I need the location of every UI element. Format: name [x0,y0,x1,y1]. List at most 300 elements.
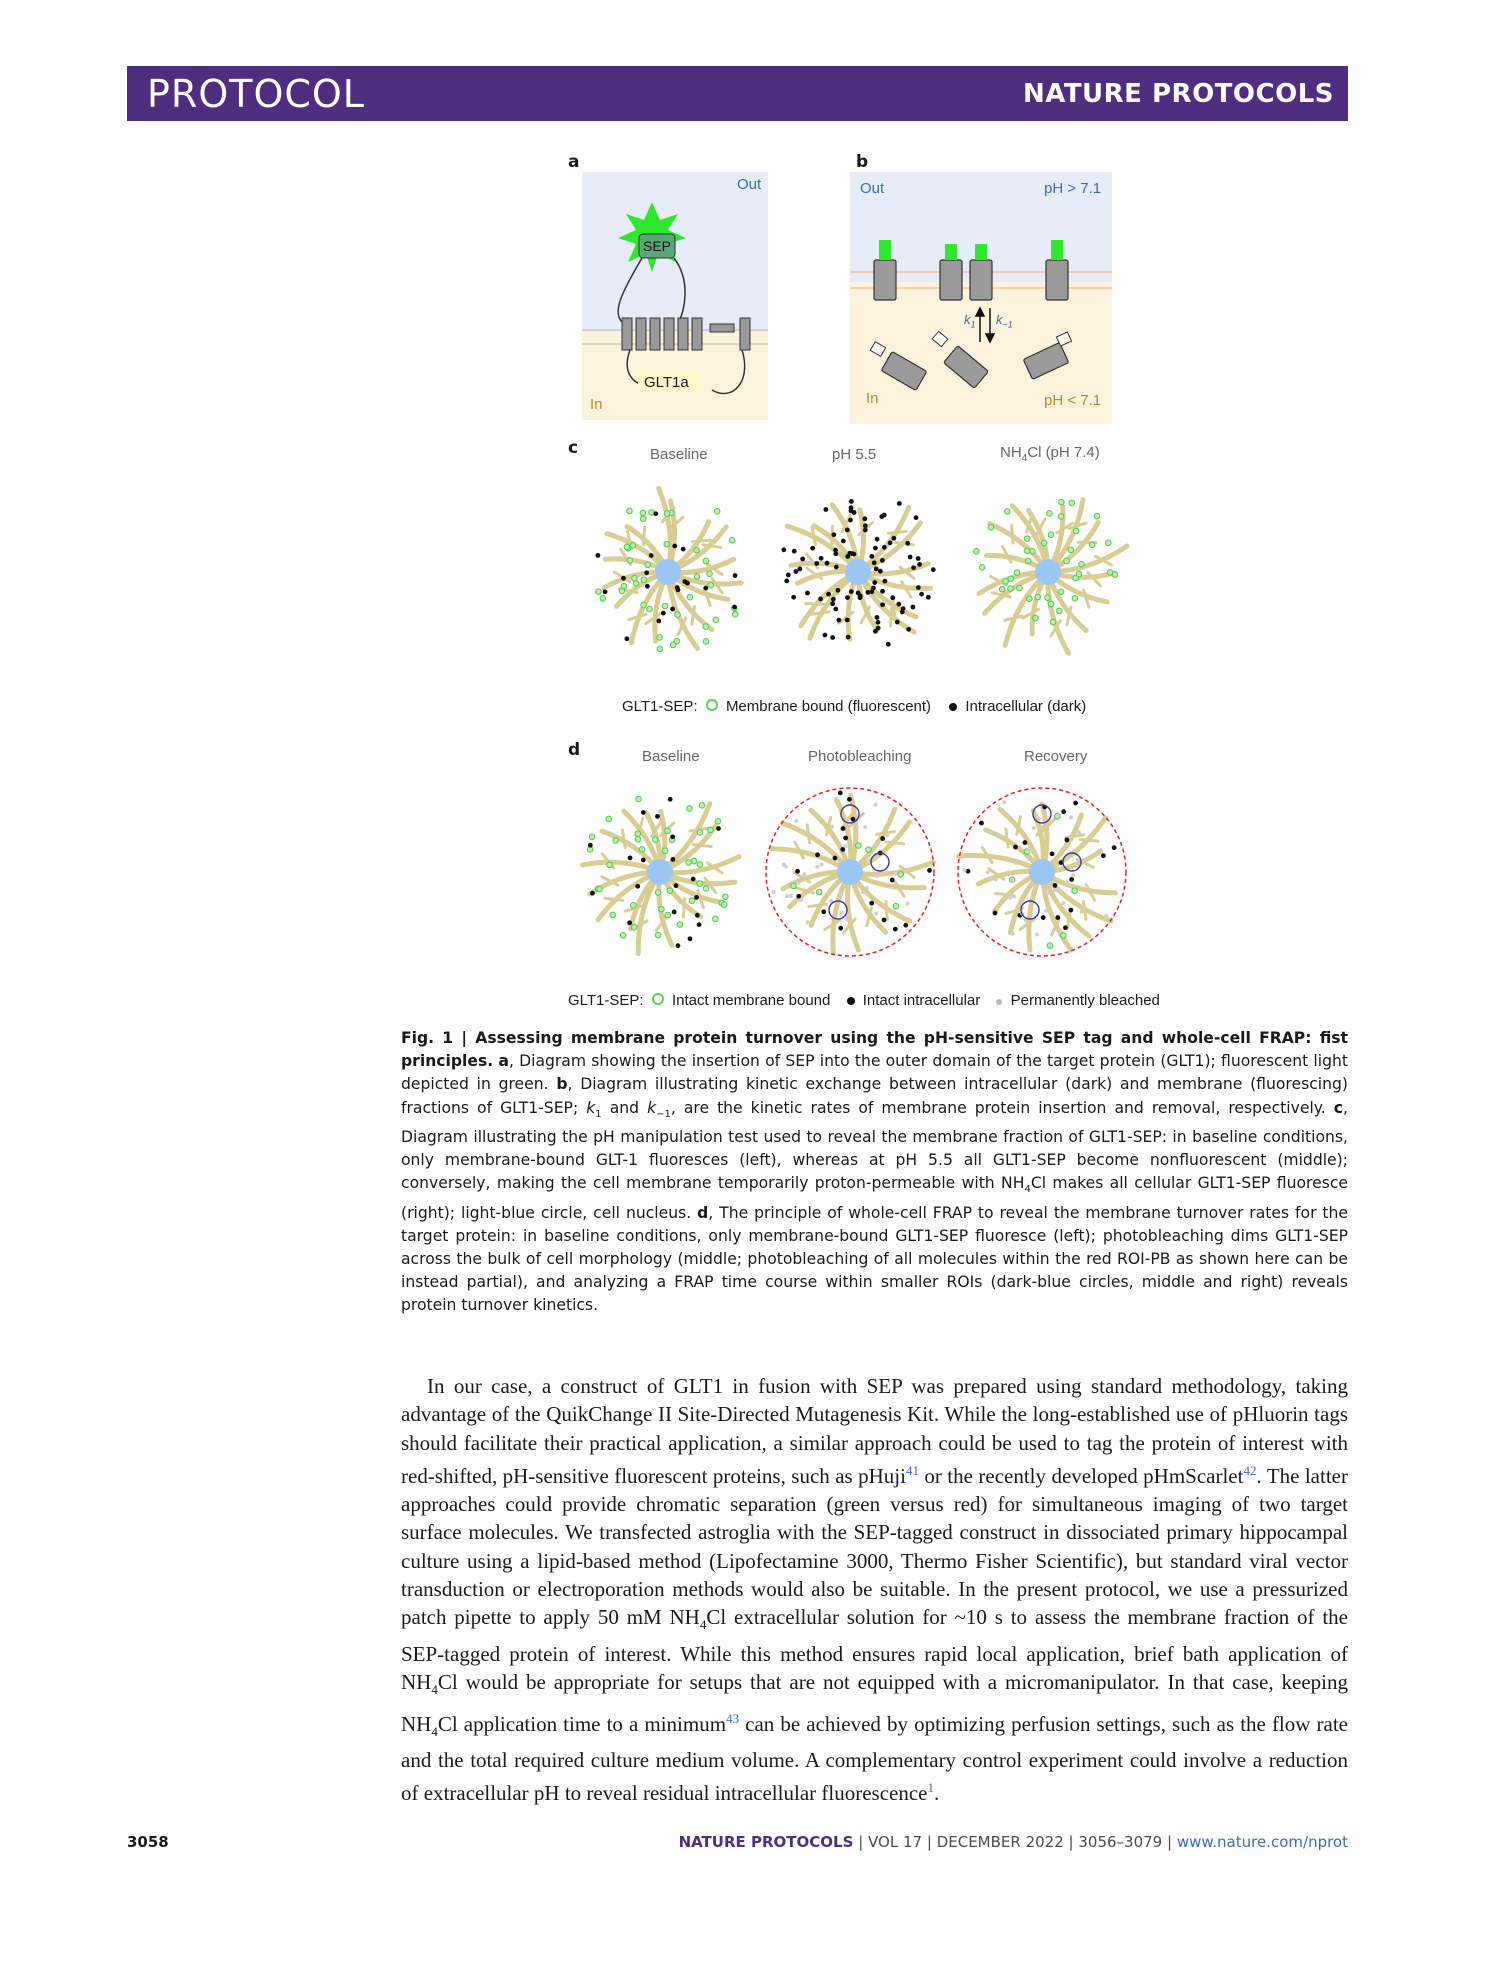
intracellular-dot [874,567,879,572]
bleached-dot [1008,896,1012,900]
membrane-fluorescent-dot [1027,596,1033,602]
ref-41[interactable]: 41 [905,1462,919,1478]
intracellular-dot [993,911,998,916]
bleached-dot [873,803,877,807]
membrane-fluorescent-dot [655,890,661,896]
panel-c-legend: GLT1-SEP: Membrane bound (fluorescent) Intracellular (dark) [622,698,1087,715]
membrane-fluorescent-dot [714,509,720,515]
bleached-dot [874,912,878,916]
intracellular-dot [872,560,877,565]
bleached-dot [1010,879,1014,883]
membrane-fluorescent-dot [1035,594,1041,600]
section-title: PROTOCOL [147,72,365,116]
membrane-fluorescent-dot [597,886,603,892]
membrane-fluorescent-dot [988,524,994,530]
intracellular-dot [833,856,838,861]
bleached-dot [1056,887,1060,891]
membrane-fluorescent-dot [665,912,671,918]
intracellular-dot [1023,840,1028,845]
membrane-fluorescent-dot [632,575,638,581]
bleached-legend-icon [996,999,1002,1005]
intracellular-dot [888,540,893,545]
membrane-fluorescent-dot [999,586,1005,592]
membrane-fluorescent-dot [694,574,700,580]
membrane-fluorescent-dot [1048,532,1054,538]
intracellular-dot [900,610,905,615]
membrane-fluorescent-dot [703,886,709,892]
astrocyte-cell [781,499,935,647]
intracellular-dot [826,592,831,597]
nucleus [1035,559,1061,585]
intracellular-dot [675,585,680,590]
membrane-fluorescent-dot [694,547,700,553]
membrane-fluorescent-dot [662,603,668,609]
intracellular-dot [914,515,919,520]
membrane-fluorescent-dot [721,902,727,908]
intracellular-dot [880,836,885,841]
panel-c-title-baseline: Baseline [650,446,708,463]
ref-1[interactable]: 1 [927,1780,934,1796]
intracellular-dot [876,626,881,631]
membrane-fluorescent-dot [1058,589,1064,595]
membrane-fluorescent-dot [665,828,671,834]
membrane-fluorescent-dot [1061,933,1067,939]
intracellular-dot [1053,883,1058,888]
intracellular-dot [896,602,901,607]
membrane-fluorescent-dot [979,564,985,570]
intracellular-dot [796,894,801,899]
k1-label: $k_1$ [964,312,976,330]
membrane-fluorescent-dot [647,606,653,612]
intracellular-dot [733,573,738,578]
intracellular-dot [905,541,910,546]
membrane-fluorescent-dot [653,837,659,843]
bleached-dot [1077,830,1081,834]
intracellular-dot [590,891,595,896]
membrane-fluorescent-dot [620,932,626,938]
membrane-fluorescent-dot [1055,813,1061,819]
intracellular-dot [670,607,675,612]
membrane-fluorescent-dot [729,537,735,543]
membrane-fluorescent-dot [640,516,646,522]
intracellular-dot [1101,853,1106,858]
bleached-dot [1061,901,1065,905]
intracellular-dot [716,826,721,831]
panel-d-title-recovery: Recovery [1024,748,1088,765]
intracellular-dot [882,579,887,584]
intracellular-dot [1069,877,1074,882]
membrane-fluorescent-dot [708,582,714,588]
membrane-fluorescent-dot [1072,595,1078,601]
membrane-fluorescent-dot [607,862,613,868]
bleached-dot [865,886,869,890]
bleached-dot [1079,909,1083,913]
panel-b-letter: b [856,152,869,172]
membrane-fluorescent-dot [606,816,612,822]
intracellular-dot [856,591,861,596]
membrane-fluorescent-dot [1047,943,1053,949]
membrane-fluorescent-dot [697,830,703,836]
membrane-fluorescent-dot [1057,608,1063,614]
membrane-fluorescent-dot [1026,558,1032,564]
intracellular-dot [916,585,921,590]
intracellular-dot [830,635,835,640]
glt1a-label: GLT1a [644,374,689,391]
intracellular-dot [1041,915,1046,920]
intracellular-dot [635,884,640,889]
intracellular-dot [688,936,693,941]
intracellular-dot [847,797,852,802]
membrane-fluorescent-dot [641,577,647,583]
bleached-dot [784,864,788,868]
bleached-dot [1053,888,1057,892]
membrane-fluorescent-dot [1058,514,1064,520]
intracellular-dot [603,589,608,594]
intracellular-dot [833,607,838,612]
membrane-fluorescent-dot [662,848,668,854]
membrane-fluorescent-dot [856,843,862,849]
bleached-dot [963,868,967,872]
bleached-dot [863,825,867,829]
intracellular-dot [653,511,658,516]
intracellular-dot [671,857,676,862]
bleached-dot [794,819,798,823]
membrane-fluorescent-dot [636,796,642,802]
intracellular-dot [872,580,877,585]
panel-d-letter: d [568,740,581,760]
intracellular-dot [1068,908,1073,913]
intracellular-dot [621,576,626,581]
membrane-fluorescent-dot [1094,513,1100,519]
panel-a-letter: a [568,152,580,172]
membrane-fluorescent-dot [723,894,729,900]
membrane-fluorescent-dot [1072,888,1078,894]
intracellular-dot [843,836,848,841]
intracellular-dot [841,539,846,544]
bleached-dot [986,870,990,874]
intracellular-dot [676,943,681,948]
intracellular-dot [781,547,786,552]
astrocyte-cell [959,800,1117,950]
membrane-fluorescent-dot [657,646,663,652]
membrane-fluorescent-dot [689,898,695,904]
membrane-fluorescent-dot [687,806,693,812]
bleached-dot [894,872,898,876]
intracellular-dot [880,602,885,607]
footer-citation: NATURE PROTOCOLS | VOL 17 | DECEMBER 2022 | 3056–3079 | www.nature.com/nprot [678,1833,1348,1851]
membrane-fluorescent-dot [1045,595,1051,601]
membrane-fluorescent-dot [791,883,797,889]
intracellular-dot [891,536,896,541]
bleached-dot [839,893,843,897]
caption-title: Fig. 1 | Assessing membrane protein turnover using the pH-sensitive SEP tag and whole-cell FRAP: fist principles. [401,1029,1348,1071]
ph-high-label: pH > 7.1 [1044,180,1102,197]
intracellular-dot [906,627,911,632]
membrane-fluorescent-dot [627,508,633,514]
intracellular-dot [1073,801,1078,806]
membrane-fluorescent-dot [1073,528,1079,534]
membrane-fluorescent-dot [715,818,721,824]
intracellular-dot [897,501,902,506]
intracellular-dot [1112,845,1117,850]
intracellular-dot [655,814,660,819]
intracellular-dot [792,549,797,554]
panel-d-legend: GLT1-SEP: Intact membrane bound Intact intracellular Permanently bleached [568,992,1160,1009]
body-paragraph: In our case, a construct of GLT1 in fusion with SEP was prepared using standard methodology, taking advantage of the QuikChange II Site-Directed Mutagenesis Kit. While the long-established use of pHluorin tags should facilitate their practical application, a similar approach could be used to tag the protein of interest with red-shifted, pH-sensitive fluorescent proteins, such as pHuji$^{41}$ or the recently developed pHmScarlet$^{42}$. The latter approaches could provide chromatic separation (green versus red) for simultaneous imaging of two target surface molecules. We transfected astroglia with the SEP-tagged construct in dissociated primary hippocampal culture using a lipid-based method (Lipofectamine 3000, Thermo Fisher Scientific), but standard viral vector transduction or electroporation methods would also be suitable. In the present protocol, we use a pressurized patch pipette to apply 50 mM $NH_4Cl$ extracellular solution for ~10 s to assess the membrane fraction of the SEP-tagged protein of interest. While this method ensures rapid local application, brief bath application of $NH_4Cl$ would be appropriate for setups that are not equipped with a micromanipulator. In that case, keeping $NH_4Cl$ application time to a minimum$^{43}$ can be achieved by optimizing perfusion settings, such as the flow rate and the total required culture medium volume. A complementary control experiment could involve a reduction of extracellular pH to reveal residual intracellular fluorescence$^1$. [401,1374,1349,1806]
intracellular-dot [831,532,836,537]
membrane-fluorescent-dot [610,912,616,918]
bleached-dot [1071,874,1075,878]
membrane-fluorescent-dot [613,838,619,844]
membrane-fluorescent-dot [1090,542,1096,548]
intracellular-dot [823,507,828,512]
bleached-dot [1045,891,1049,895]
intracellular-dot [661,611,666,616]
membrane-fluorescent-dot [866,847,872,853]
bleached-dot [815,865,819,869]
bleached-dot [1028,849,1032,853]
intracellular-dot [879,514,884,519]
bleached-dot [1035,932,1039,936]
intracellular-dot [695,913,700,918]
intracellular-dot [805,591,810,596]
membrane-fluorescent-dot [1059,499,1065,505]
membrane-fluorescent-dot [621,583,627,589]
intracellular-dot [834,565,839,570]
intracellular-dot [674,883,679,888]
bleached-dot [844,917,848,921]
membrane-fluorescent-dot [686,860,692,866]
intracellular-dot [890,595,895,600]
intracellular-dot [862,516,867,521]
intracellular-dot [831,597,836,602]
bleached-dot [1011,932,1015,936]
intracellular-dot [926,595,931,600]
bleached-dot [802,872,806,876]
membrane-fluorescent-dot [697,881,703,887]
intracellular-dot [858,595,863,600]
bleached-dot [994,878,998,882]
membrane-fluorescent-dot [1050,619,1056,625]
membrane-fluorescent-dot [631,924,637,930]
membrane-fluorescent-dot [1076,571,1082,577]
intact-membrane-legend-icon [652,993,664,1005]
intracellular-dot [893,927,898,932]
intracellular-dot [845,595,850,600]
intracellular-dot [849,499,854,504]
intracellular-dot [876,620,881,625]
intracellular-dot [815,852,820,857]
membrane-fluorescent-dot [1069,500,1075,506]
ref-43[interactable]: 43 [726,1710,740,1726]
bleached-dot [1057,930,1061,934]
panel-c-title-nh4cl: $NH_4Cl$ (pH 7.4) [1000,444,1100,464]
intracellular-dot [1055,915,1060,920]
intracellular-dot [810,546,815,551]
intracellular-dot [848,518,853,523]
panel-a-out-label: Out [737,176,762,193]
nucleus [837,859,863,885]
intracellular-dot [656,618,661,623]
intracellular-dot [685,581,690,586]
intracellular-dot [691,877,696,882]
intracellular-dot [931,567,936,572]
intracellular-dot [895,620,900,625]
membrane-fluorescent-dot [627,558,633,564]
header-bar [127,66,1348,121]
intracellular-dot [836,618,841,623]
intracellular-dot [627,920,632,925]
membrane-fluorescent-dot [677,922,683,928]
membrane-fluorescent-dot [1079,561,1085,567]
bleached-dot [1044,909,1048,913]
membrane-fluorescent-dot [1041,540,1047,546]
membrane-fluorescent-dot [1033,615,1039,621]
membrane-fluorescent-dot [713,617,719,623]
membrane-fluorescent-dot [645,562,651,568]
intracellular-dot [670,834,675,839]
membrane-fluorescent-dot [639,847,645,853]
intracellular-dot [791,595,796,600]
bleached-dot [772,890,776,894]
intracellular-dot [668,797,673,802]
intracellular-dot [830,601,835,606]
intracellular-dot [641,810,646,815]
membrane-fluorescent-dot [898,872,904,878]
intracellular-dot [703,586,708,591]
intracellular-dot [880,589,885,594]
membrane-fluorescent-dot [640,510,646,516]
bleached-dot [1014,861,1018,865]
intracellular-dot [865,590,870,595]
intracellular-dot [838,791,843,796]
intracellular-dot [833,551,838,556]
page-number: 3058 [127,1833,169,1851]
membrane-fluorescent-dot [713,916,719,922]
intracellular-dot [869,901,874,906]
bleached-dot [797,881,801,885]
membrane-fluorescent-dot [624,544,630,550]
intracellular-dot [694,895,699,900]
panel-d-title-baseline: Baseline [642,748,700,765]
ref-42[interactable]: 42 [1243,1462,1257,1478]
intracellular-dot [846,635,851,640]
intracellular-dot [795,869,800,874]
intracellular-dot [644,570,649,575]
intracellular-legend-icon [949,703,957,711]
membrane-fluorescent-dot [655,932,661,938]
membrane-fluorescent-dot [675,612,681,618]
intracellular-dot [882,918,887,923]
bleached-dot [996,834,1000,838]
membrane-fluorescent-dot [707,571,713,577]
intracellular-dot [732,605,737,610]
intracellular-dot [911,605,916,610]
intracellular-dot [797,567,802,572]
intracellular-dot [825,561,830,566]
intact-intracellular-legend-icon [847,997,855,1005]
membrane-fluorescent-dot [659,906,665,912]
membrane-fluorescent-dot [691,858,697,864]
bleached-dot [1032,826,1036,830]
intracellular-dot [847,551,852,556]
astrocyte-cell [596,488,742,651]
membrane-fluorescent-dot [1064,558,1070,564]
membrane-fluorescent-dot [1106,540,1112,546]
intracellular-dot [849,505,854,510]
membrane-fluorescent-dot [703,639,709,645]
bleached-dot [875,874,879,878]
intracellular-dot [869,554,874,559]
membrane-fluorescent-dot [1003,579,1009,585]
membrane-fluorescent-dot [1068,547,1074,553]
intracellular-dot [1050,851,1055,856]
intracellular-dot [863,528,868,533]
bleached-dot [799,898,803,902]
intracellular-dot [697,922,702,927]
panel-a-in-label: In [590,396,603,413]
membrane-fluorescent-dot [635,831,641,837]
intracellular-dot [814,561,819,566]
intracellular-dot [916,556,921,561]
intracellular-dot [628,855,633,860]
membrane-fluorescent-dot [1005,509,1011,515]
bleached-dot [785,894,789,898]
bleached-dot [1012,894,1016,898]
intracellular-dot [917,562,922,567]
sep-label: SEP [642,238,672,254]
membrane-fluorescent-dot [1024,536,1030,542]
bleached-dot [1104,914,1108,918]
bleached-dot [988,877,992,881]
intracellular-dot [786,573,791,578]
intracellular-dot [873,546,878,551]
astrocyte-cell [974,499,1128,653]
membrane-fluorescent-dot [657,635,663,641]
intracellular-dot [835,588,840,593]
bleached-dot [844,844,848,848]
intracellular-dot [823,633,828,638]
panel-b-in-label: In [866,390,879,407]
bleached-dot [830,825,834,829]
bleached-dot [885,833,889,837]
intracellular-dot [838,926,843,931]
membrane-fluorescent-dot [708,827,714,833]
bleached-dot [848,913,852,917]
intracellular-dot [645,584,650,589]
membrane-fluorescent-dot [1008,586,1014,592]
membrane-fluorescent-dot [699,803,705,809]
panel-d-cells [570,772,1150,972]
membrane-fluorescent-dot [697,862,703,868]
figure-caption: Fig. 1 | Assessing membrane protein turnover using the pH-sensitive SEP tag and whole-cell FRAP: fist principles. a, Diagram showing the insertion of SEP into the outer domain of the target protein (GLT1); fluorescent light depicted in green. b, Diagram illustrating kinetic exchange between intracellular (dark) and membrane (fluorescing) fractions of GLT1-SEP; $k_1$ and $k_{-1}$, are the kinetic rates of membrane protein insertion and removal, respectively. c, Diagram illustrating the pH manipulation test used to reveal the membrane fraction of GLT1-SEP: in baseline conditions, only membrane-bound GLT-1 fluoresces (left), whereas at pH 5.5 all GLT1-SEP become nonfluorescent (middle); conversely, making the cell membrane temporarily proton-permeable with $NH_4Cl$ makes all cellular GLT1-SEP fluoresce (right); light-blue circle, cell nucleus. d, The principle of whole-cell FRAP to reveal the membrane turnover rates for the target protein: in baseline conditions, only membrane-bound GLT1-SEP fluoresce (left); photobleaching dims GLT1-SEP across the bulk of cell morphology (middle; photobleaching of all molecules within the red ROI-PB as shown here can be instead partial), and analyzing a FRAP time course within smaller ROIs (dark-blue circles, middle and right) reveals protein turnover kinetics. [401,1029,1349,1315]
journal-url[interactable]: www.nature.com/nprot [1176,1833,1348,1851]
bleached-dot [820,863,824,867]
astrocyte-cell [582,796,739,953]
intracellular-dot [1013,845,1018,850]
membrane-fluorescent-dot [732,612,738,618]
nucleus [845,559,871,585]
intracellular-dot [819,556,824,561]
membrane-fluorescent-dot [1008,576,1014,582]
membrane-fluorescent-dot [816,889,822,895]
intracellular-dot [821,909,826,914]
membrane-fluorescent-dot [664,511,670,517]
intracellular-dot [869,589,874,594]
membrane-fluorescent-dot [1024,548,1030,554]
bleached-dot [906,902,910,906]
membrane-fluorescent-dot [1048,601,1054,607]
